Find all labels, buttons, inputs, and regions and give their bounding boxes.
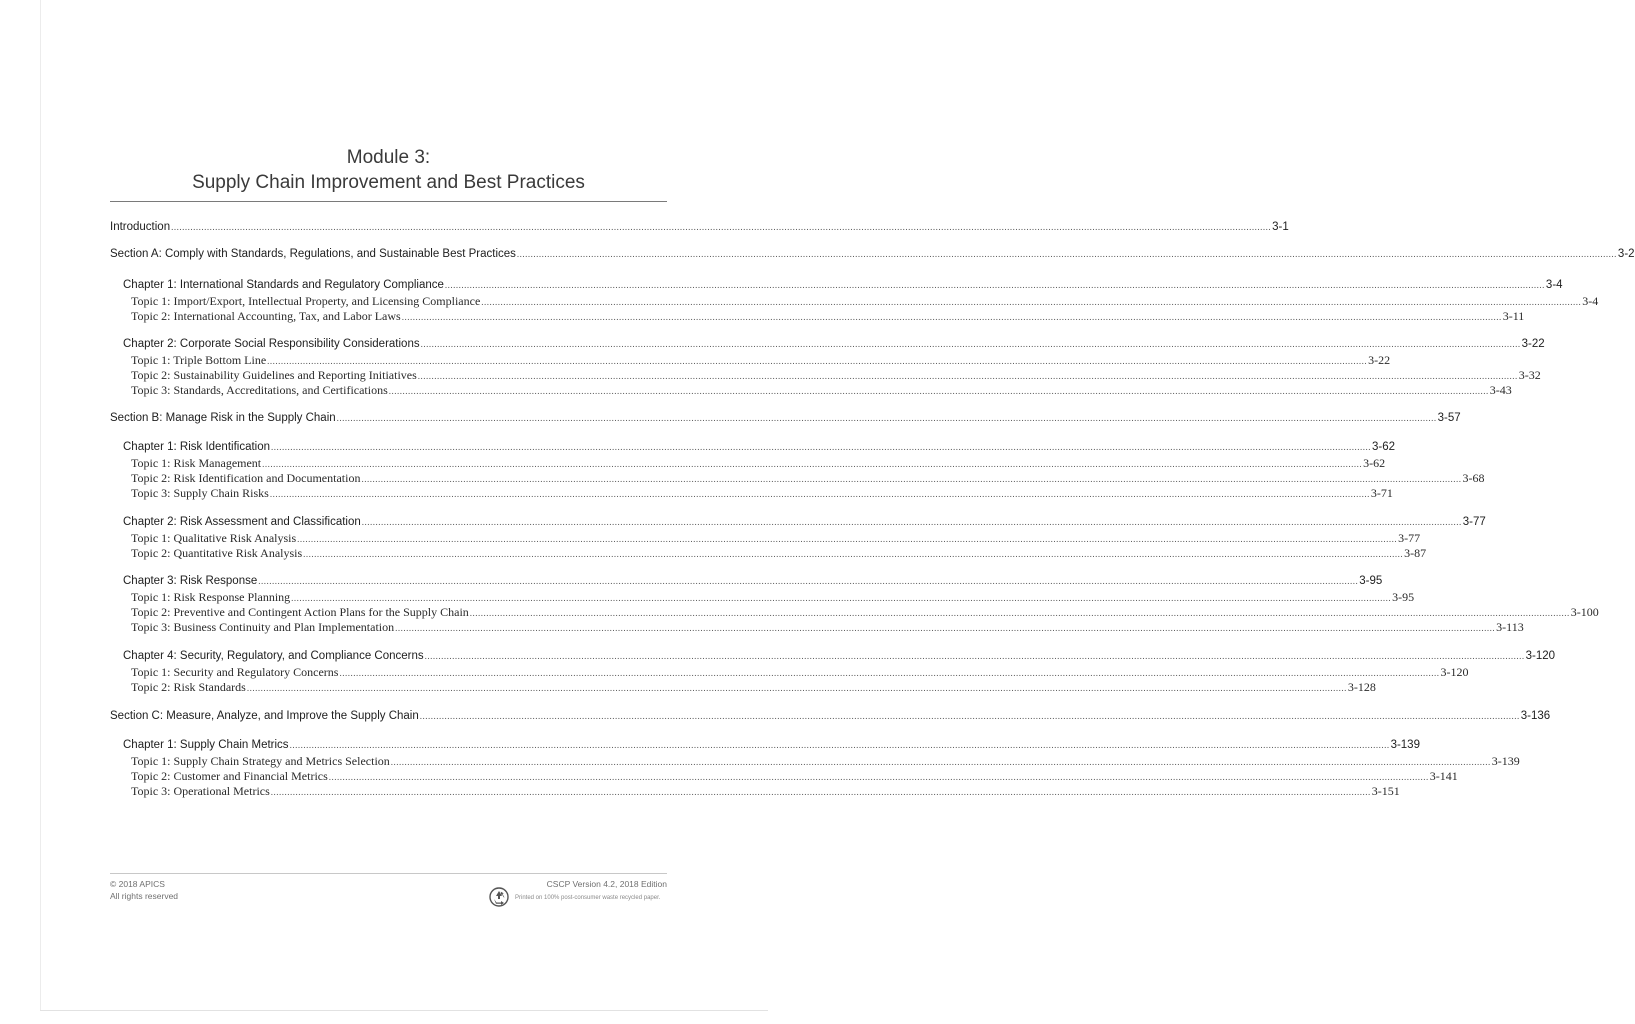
toc-entry-label: Topic 2: Risk Standards (131, 680, 246, 694)
module-title: Module 3: (346, 147, 431, 168)
toc-entry-topic (110, 665, 1469, 681)
toc-page-number: 3-139 (1491, 754, 1520, 768)
toc-entry-label: Topic 1: Risk Response Planning (131, 590, 291, 604)
toc-entry-label: Topic 1: Risk Management (131, 456, 262, 470)
toc-page-number: 3-128 (1347, 680, 1376, 694)
footer-divider (110, 873, 667, 874)
toc-entry-topic (110, 383, 1512, 399)
toc-leader-dots: ................................................................................................................................................................................................................................................................................................................................................................................................................ (171, 222, 1272, 232)
rights-text: All rights reserved (110, 891, 179, 901)
toc-leader-dots: ................................................................................................................................................................................................................................................................................................................................................................................................................ (388, 386, 1489, 396)
toc-entry-label: Topic 2: Risk Identification and Documentation (131, 471, 361, 485)
toc-page-number: 3-77 (1462, 516, 1486, 528)
toc-leader-dots: ................................................................................................................................................................................................................................................................................................................................................................................................................ (401, 312, 1502, 322)
toc-leader-dots: ................................................................................................................................................................................................................................................................................................................................................................................................................ (444, 280, 1545, 290)
toc-page-number: 3-11 (1502, 309, 1525, 323)
toc-leader-dots: ................................................................................................................................................................................................................................................................................................................................................................................................................ (303, 549, 1404, 559)
toc-entry-label: Topic 2: International Accounting, Tax, and Labor Laws (131, 309, 401, 323)
toc-leader-dots: ................................................................................................................................................................................................................................................................................................................................................................................................................ (262, 459, 1363, 469)
toc-leader-dots: ................................................................................................................................................................................................................................................................................................................................................................................................................ (420, 339, 1521, 349)
toc-entry-label: Topic 2: Customer and Financial Metrics (131, 769, 328, 783)
toc-entry-label: Topic 3: Operational Metrics (131, 784, 270, 798)
toc-page-number: 3-2 (1617, 248, 1635, 260)
toc-leader-dots: ................................................................................................................................................................................................................................................................................................................................................................................................................ (297, 534, 1398, 544)
toc-entry-label: Chapter 2: Corporate Social Responsibility Considerations (123, 338, 420, 350)
toc-entry-topic (110, 605, 1599, 621)
toc-leader-dots: ................................................................................................................................................................................................................................................................................................................................................................................................................ (424, 651, 1525, 661)
toc-leader-dots: ................................................................................................................................................................................................................................................................................................................................................................................................................ (390, 757, 1491, 767)
toc-leader-dots: ................................................................................................................................................................................................................................................................................................................................................................................................................ (246, 683, 1347, 693)
toc-entry-section (110, 248, 1635, 264)
toc-leader-dots: ................................................................................................................................................................................................................................................................................................................................................................................................................ (270, 787, 1371, 797)
toc-page-number: 3-1 (1272, 221, 1289, 233)
toc-leader-dots: ................................................................................................................................................................................................................................................................................................................................................................................................................ (339, 668, 1440, 678)
toc-page-number: 3-4 (1545, 279, 1563, 291)
toc-entry-label: Section A: Comply with Standards, Regulations, and Sustainable Best Practices (110, 248, 516, 260)
toc-page-number: 3-43 (1489, 383, 1512, 397)
toc-entry-topic (110, 754, 1520, 770)
toc-entry-label: Chapter 4: Security, Regulatory, and Compliance Concerns (123, 650, 424, 662)
toc-entry-label: Topic 2: Preventive and Contingent Action Plans for the Supply Chain (131, 605, 469, 619)
toc-leader-dots: ................................................................................................................................................................................................................................................................................................................................................................................................................ (419, 711, 1520, 721)
toc-leader-dots: ................................................................................................................................................................................................................................................................................................................................................................................................................ (481, 297, 1582, 307)
toc-leader-dots: ................................................................................................................................................................................................................................................................................................................................................................................................................ (395, 623, 1496, 633)
toc-entry-chapter (110, 338, 1545, 354)
toc-entry-label: Chapter 1: International Standards and Regulatory Compliance (123, 279, 444, 291)
toc-entry-topic (110, 368, 1541, 384)
toc-entry-label: Topic 1: Supply Chain Strategy and Metrics Selection (131, 754, 390, 768)
toc-entry-label: Section B: Manage Risk in the Supply Chain (110, 412, 336, 424)
toc-entry-chapter (110, 575, 1383, 591)
scan-edge (40, 0, 41, 1010)
recycle-icon (489, 887, 509, 907)
toc-entry-topic (110, 531, 1421, 547)
toc-leader-dots: ................................................................................................................................................................................................................................................................................................................................................................................................................ (417, 371, 1518, 381)
toc-entry-label: Chapter 3: Risk Response (123, 575, 258, 587)
edition-text: CSCP Version 4.2, 2018 Edition (546, 879, 667, 889)
toc-page-number: 3-113 (1496, 620, 1524, 634)
toc-leader-dots: ................................................................................................................................................................................................................................................................................................................................................................................................................ (258, 576, 1359, 586)
toc-entry-label: Topic 3: Business Continuity and Plan Implementation (131, 620, 395, 634)
toc-entry-label: Topic 1: Qualitative Risk Analysis (131, 531, 297, 545)
toc-entry-label: Topic 1: Import/Export, Intellectual Property, and Licensing Compliance (131, 294, 481, 308)
toc-page-number: 3-139 (1390, 739, 1420, 751)
toc-leader-dots: ................................................................................................................................................................................................................................................................................................................................................................................................................ (269, 489, 1370, 499)
toc-page-number: 3-95 (1359, 575, 1383, 587)
toc-page-number: 3-77 (1398, 531, 1421, 545)
toc-page-number: 3-141 (1429, 769, 1458, 783)
toc-entry-topic (110, 294, 1599, 310)
toc-page-number: 3-62 (1372, 441, 1396, 453)
toc-entry-label: Chapter 1: Supply Chain Metrics (123, 739, 289, 751)
copyright-text: © 2018 APICS (110, 879, 165, 889)
toc-page-number: 3-120 (1525, 650, 1556, 662)
toc-leader-dots: ................................................................................................................................................................................................................................................................................................................................................................................................................ (361, 474, 1462, 484)
toc-entry-topic (110, 471, 1485, 487)
toc-leader-dots: ................................................................................................................................................................................................................................................................................................................................................................................................................ (361, 517, 1462, 527)
toc-page-number: 3-4 (1582, 294, 1599, 308)
toc-entry-topic (110, 620, 1524, 636)
module-subtitle: Supply Chain Improvement and Best Practices (192, 172, 585, 193)
toc-entry-topic (110, 769, 1458, 785)
title-divider (110, 201, 667, 202)
toc-entry-label: Chapter 1: Risk Identification (123, 441, 271, 453)
toc-page-number: 3-87 (1404, 546, 1427, 560)
toc-entry-section (110, 710, 1551, 726)
toc-page-number: 3-22 (1368, 353, 1391, 367)
toc-page-number: 3-22 (1521, 338, 1545, 350)
toc-leader-dots: ................................................................................................................................................................................................................................................................................................................................................................................................................ (328, 772, 1429, 782)
toc-leader-dots: ................................................................................................................................................................................................................................................................................................................................................................................................................ (271, 442, 1372, 452)
toc-entry-chapter (110, 516, 1486, 532)
toc-entry-topic (110, 456, 1386, 472)
toc-entry-label: Chapter 2: Risk Assessment and Classification (123, 516, 361, 528)
toc-entry-topic (110, 784, 1400, 800)
toc-entry-label: Topic 2: Sustainability Guidelines and Reporting Initiatives (131, 368, 417, 382)
toc-entry-label: Introduction (110, 221, 171, 233)
toc-page-number: 3-95 (1392, 590, 1415, 604)
toc-entry-label: Topic 3: Supply Chain Risks (131, 486, 269, 500)
toc-page-number: 3-71 (1370, 486, 1393, 500)
toc-entry-section (110, 221, 1289, 237)
toc-page-number: 3-136 (1520, 710, 1551, 722)
toc-leader-dots: ................................................................................................................................................................................................................................................................................................................................................................................................................ (291, 593, 1392, 603)
toc-page-number: 3-57 (1437, 412, 1461, 424)
toc-page-number: 3-151 (1371, 784, 1400, 798)
scan-edge (40, 1010, 768, 1011)
toc-entry-label: Topic 1: Triple Bottom Line (131, 353, 267, 367)
toc-entry-label: Section C: Measure, Analyze, and Improve the Supply Chain (110, 710, 419, 722)
toc-leader-dots: ................................................................................................................................................................................................................................................................................................................................................................................................................ (289, 740, 1390, 750)
toc-leader-dots: ................................................................................................................................................................................................................................................................................................................................................................................................................ (469, 608, 1570, 618)
toc-entry-chapter (110, 739, 1420, 755)
toc-entry-section (110, 412, 1461, 428)
toc-page-number: 3-120 (1440, 665, 1469, 679)
toc-entry-label: Topic 2: Quantitative Risk Analysis (131, 546, 303, 560)
toc-leader-dots: ................................................................................................................................................................................................................................................................................................................................................................................................................ (516, 249, 1617, 259)
toc-leader-dots: ................................................................................................................................................................................................................................................................................................................................................................................................................ (267, 356, 1368, 366)
toc-entry-topic (110, 590, 1415, 606)
toc-page-number: 3-32 (1518, 368, 1541, 382)
toc-entry-topic (110, 353, 1391, 369)
toc-page-number: 3-68 (1462, 471, 1485, 485)
toc-leader-dots: ................................................................................................................................................................................................................................................................................................................................................................................................................ (336, 413, 1437, 423)
printed-note: Printed on 100% post-consumer waste recycled paper. (515, 895, 661, 901)
toc-entry-chapter (110, 650, 1556, 666)
toc-entry-topic (110, 309, 1525, 325)
toc-entry-label: Topic 1: Security and Regulatory Concerns (131, 665, 339, 679)
toc-page-number: 3-62 (1363, 456, 1386, 470)
toc-entry-label: Topic 3: Standards, Accreditations, and Certifications (131, 383, 388, 397)
toc-entry-topic (110, 486, 1393, 502)
toc-page-number: 3-100 (1570, 605, 1599, 619)
toc-entry-chapter (110, 441, 1396, 457)
toc-entry-chapter (110, 279, 1563, 295)
toc-entry-topic (110, 546, 1427, 562)
toc-entry-topic (110, 680, 1376, 696)
